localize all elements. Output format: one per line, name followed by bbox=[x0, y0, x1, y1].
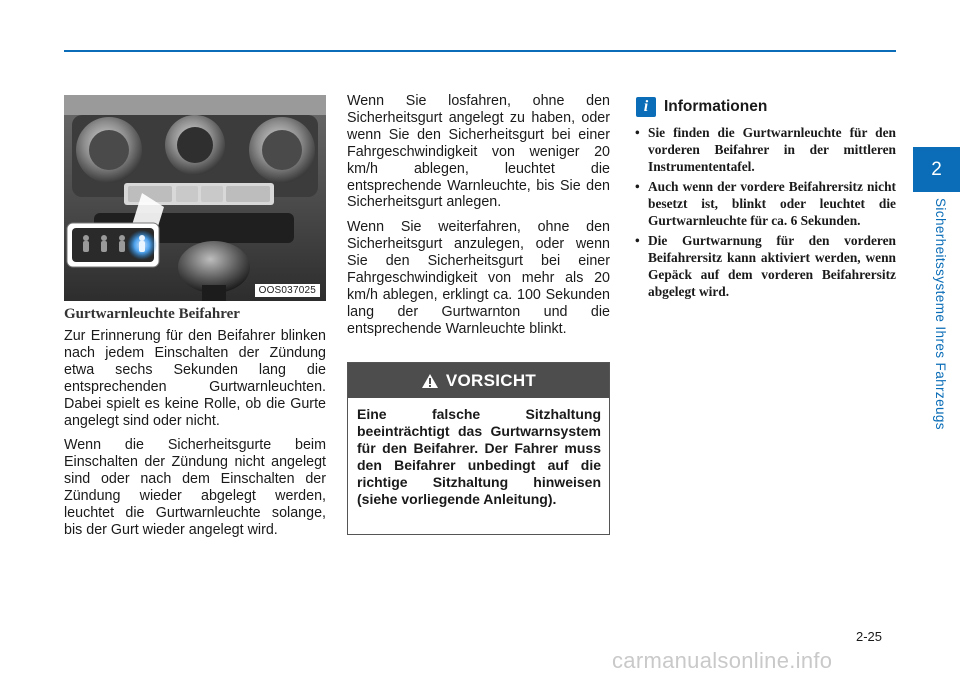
paragraph: Wenn die Sicherheitsgurte beim Einschalten der Zündung nicht angelegt sind oder nach dem Einschalten der Zündung wieder abgelegt werden, leuchtet die Gurtwarnleuchte solange, bis der Gurt wieder angelegt wird. bbox=[64, 437, 326, 538]
paragraph: Wenn Sie weiterfahren, ohne den Sicherheitsgurt anzulegen, oder wenn Sie den Sicherheitsgurt bei einer Fahrgeschwindigkeit von mehr als 20 km/h ablegen, erklingt ca. 100 Sekunden lang der Gurtwarnton und die entsprechende Warnleuchte blinkt. bbox=[347, 219, 610, 337]
chapter-tab[interactable] bbox=[913, 147, 960, 192]
caution-title: VORSICHT bbox=[445, 370, 537, 390]
bullet: • bbox=[635, 179, 640, 194]
middle-column bbox=[347, 93, 610, 346]
page-number: 2-25 bbox=[856, 629, 883, 644]
console-photo bbox=[64, 95, 326, 301]
list-item bbox=[633, 232, 896, 300]
bullet: • bbox=[635, 233, 640, 248]
info-icon: i bbox=[636, 97, 656, 117]
caution-header bbox=[348, 363, 609, 398]
list-item-text: Auch wenn der vordere Beifahrersitz nicht besetzt ist, blinkt oder leuchtet die Gurtwarnleuchte für ca. 6 Sekunden. bbox=[648, 179, 896, 228]
caution-text: Eine falsche Sitzhaltung beeinträchtigt das Gurtwarnsystem für den Beifahrer. Der Fahrer muss den Beifahrer unbedingt auf die richtige Sitzhaltung hinweisen (siehe vorliegende Anleitung). bbox=[357, 406, 601, 507]
paragraph: Zur Erinnerung für den Beifahrer blinken nach jedem Einschalten der Zündung etwa sechs Sekunden lang die entsprechenden Gurtwarnleuchten. Dabei spielt es keine Rolle, ob die Gurte angelegt sind oder nicht. bbox=[64, 328, 326, 429]
section-heading: Gurtwarnleuchte Beifahrer bbox=[64, 306, 240, 322]
paragraph: Wenn Sie losfahren, ohne den Sicherheitsgurt angelegt zu haben, oder wenn Sie den Sicherheitsgurt bei einer Fahrgeschwindigkeit von weniger 20 km/h ablegen, leuchtet die entsprechende Warnleuchte, bis Sie den Sicherheitsgurt anlegen. bbox=[347, 93, 610, 211]
warning-triangle-icon bbox=[421, 373, 439, 389]
caution-box bbox=[347, 362, 610, 535]
list-item-text: Sie finden die Gurtwarnleuchte für den vorderen Beifahrer in der mittleren Instrumententafel. bbox=[648, 125, 896, 174]
chapter-number: 2 bbox=[931, 158, 942, 180]
info-list bbox=[633, 124, 896, 303]
chapter-title: Sicherheitssysteme Ihres Fahrzeugs bbox=[933, 198, 948, 430]
header-rule bbox=[64, 50, 896, 52]
seatbelt-warning-icon bbox=[139, 235, 145, 252]
info-heading bbox=[636, 97, 767, 117]
list-item bbox=[633, 178, 896, 229]
list-item bbox=[633, 124, 896, 175]
bullet: • bbox=[635, 125, 640, 140]
info-title: Informationen bbox=[664, 98, 768, 115]
figure-code: OOS037025 bbox=[255, 284, 320, 297]
list-item-text: Die Gurtwarnung für den vorderen Beifahrersitz kann aktiviert werden, wenn Gepäck auf dem vorderen Beifahrersitz abgelegt wird. bbox=[648, 233, 896, 299]
left-column bbox=[64, 306, 326, 547]
watermark: carmanualsonline.info bbox=[612, 648, 833, 673]
console-illustration bbox=[64, 95, 326, 301]
